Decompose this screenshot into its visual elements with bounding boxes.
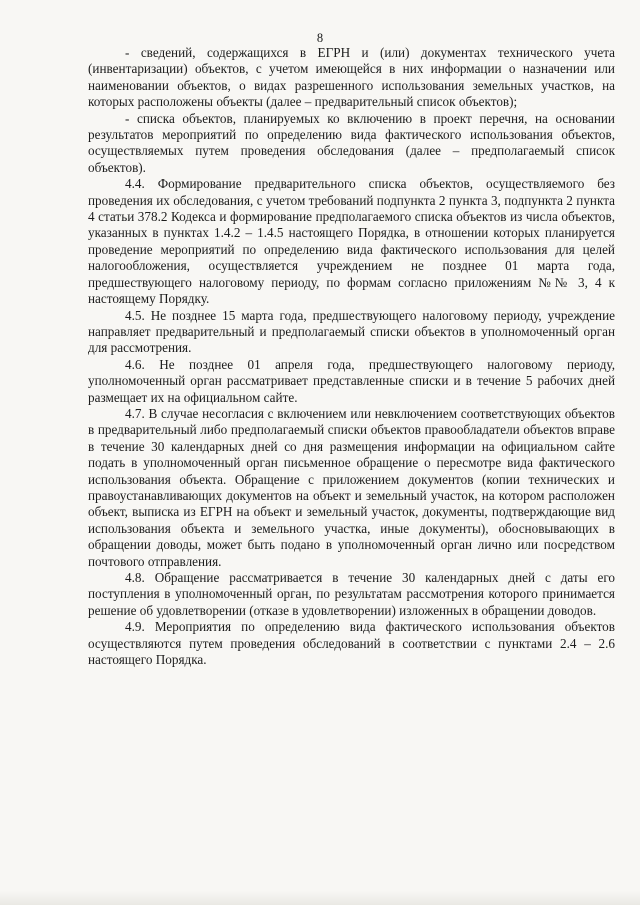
paragraph-4-9: 4.9. Мероприятия по определению вида фактического использования объектов осуществляются путем проведения обследований в соответствии с пунктами 2.4 – 2.6 настоящего Порядка.: [88, 619, 615, 668]
paragraph-4-6: 4.6. Не позднее 01 апреля года, предшествующего налоговому периоду, уполномоченный орган рассматривает представленные списки и в течение 5 рабочих дней размещает их на официальном сайте.: [88, 356, 615, 405]
paragraph-planned-list: - списка объектов, планируемых ко включению в проект перечня, на основании результатов мероприятий по определению вида фактического использования объектов, осуществляемых путем проведения обследования (далее – предполагаемый список объектов).: [88, 110, 615, 175]
paragraph-egrn-info: - сведений, содержащихся в ЕГРН и (или) документах технического учета (инвентаризации) объектов, с учетом имеющейся в них информации о назначении или наименовании объектов, о видах разрешенного использования земельных участков, на которых расположены объекты (далее – предварительный список объектов);: [88, 45, 615, 110]
paragraph-4-4: 4.4. Формирование предварительного списка объектов, осуществляемого без проведения их обследования, с учетом требований подпункта 2 пункта 3, подпункта 2 пункта 4 статьи 378.2 Кодекса и формирование предполагаемого списка объектов из числа объектов, указанных в пунктах 1.4.2 – 1.4.5 настоящего Порядка, в отношении которых планируется проведение мероприятий по определению вида фактического использования для целей налогообложения, осуществляется учреждением не позднее 01 марта года, предшествующего налоговому периоду, по формам согласно приложениям №№ 3, 4 к настоящему Порядку.: [88, 176, 615, 307]
document-body: [88, 45, 615, 668]
scan-bottom-shadow: [0, 891, 640, 905]
paragraph-4-8: 4.8. Обращение рассматривается в течение 30 календарных дней с даты его поступления в уполномоченный орган, по результатам рассмотрения которого принимается решение об удовлетворении (отказе в удовлетворении) изложенных в обращении доводов.: [88, 570, 615, 618]
paragraph-4-7: 4.7. В случае несогласия с включением или невключением соответствующих объектов в предварительный либо предполагаемый списки объектов правообладатели объектов вправе в течение 30 календарных дней со дня размещения информации на официальном сайте подать в уполномоченный орган письменное обращение о пересмотре вида фактического использования объекта. Обращение с приложением документов (копии технических и правоустанавливающих документов на объект и земельный участок, на котором расположен объект, выписка из ЕГРН на объект и земельный участок, документы, подтверждающие вид использования объекта и земельного участка, иные документы), обосновывающих в обращении доводы, может быть подано в уполномоченный орган лично или посредством почтового отправления.: [88, 405, 615, 569]
page-number: 8: [316, 31, 324, 45]
paragraph-4-5: 4.5. Не позднее 15 марта года, предшествующего налоговому периоду, учреждение направляет предварительный и предполагаемый списки объектов в уполномоченный орган для рассмотрения.: [88, 307, 615, 356]
